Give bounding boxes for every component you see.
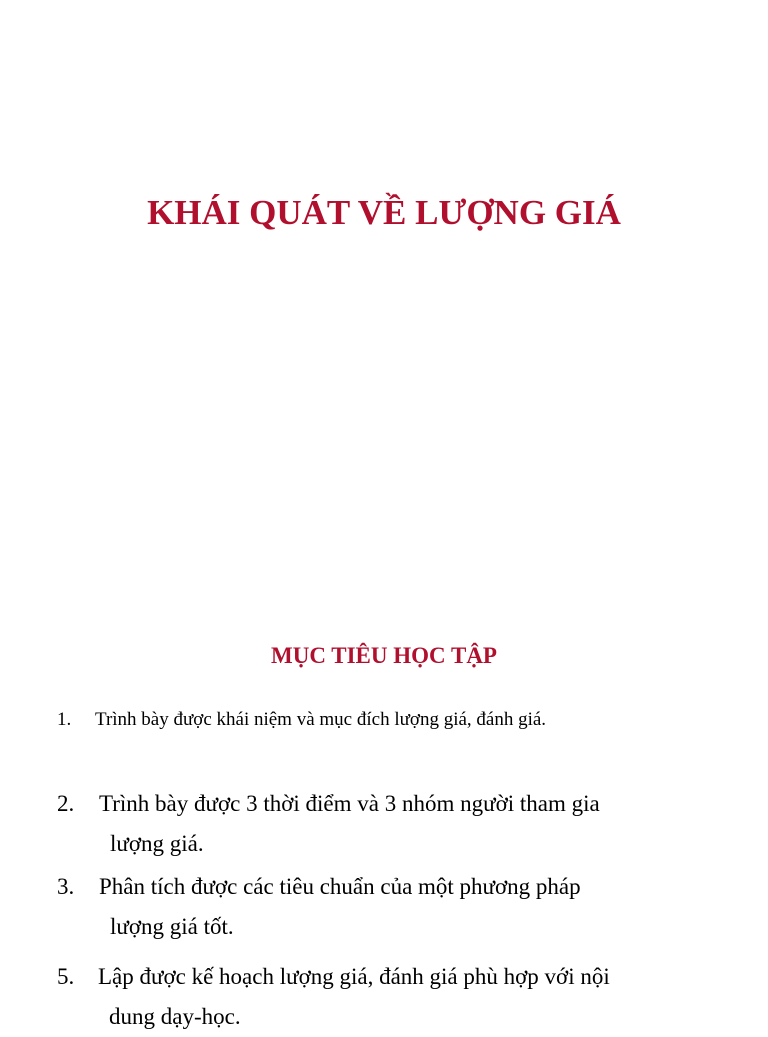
- objective-line: lượng giá tốt.: [110, 914, 234, 939]
- objective-text: [98, 957, 723, 1037]
- objective-number: 3.: [57, 874, 75, 899]
- objective-number: 2.: [57, 791, 75, 816]
- objective-line: Trình bày được 3 thời điểm và 3 nhóm người tham gia: [99, 791, 600, 816]
- objective-line: Lập được kế hoạch lượng giá, đánh giá phù hợp với nội: [98, 964, 610, 989]
- objective-line: Phân tích được các tiêu chuẩn của một phương pháp: [99, 874, 581, 899]
- objective-line: lượng giá.: [110, 831, 204, 856]
- objective-text: [95, 700, 755, 740]
- objective-number: 1.: [57, 709, 72, 730]
- page-title: KHÁI QUÁT VỀ LƯỢNG GIÁ: [147, 193, 621, 232]
- objective-line: Trình bày được khái niệm và mục đích lượng giá, đánh giá.: [95, 709, 547, 730]
- objective-line: dung dạy-học.: [109, 1004, 241, 1029]
- section-heading: MỤC TIÊU HỌC TẬP: [271, 643, 497, 668]
- objective-number: 5.: [57, 964, 75, 989]
- objective-text: [99, 784, 709, 864]
- objective-text: [99, 867, 709, 947]
